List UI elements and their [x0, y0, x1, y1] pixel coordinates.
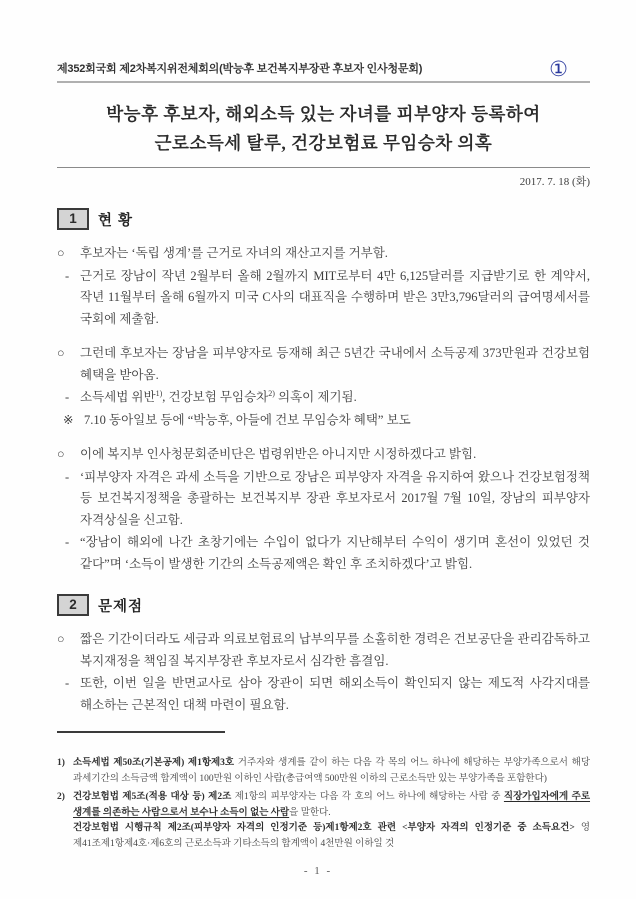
footnote-divider — [57, 731, 225, 733]
list-item — [57, 243, 590, 265]
footnote-fragment: 거주자와 생계를 같이 하는 다음 각 목의 어느 하나에 해당하는 부양가족으로서 해당 과세기간의 소득금액 합계액이 100만원 이하인 사람(총급여액 500만원 이하의 근로소득만 있는 부양가족을 포함한다) — [73, 758, 590, 784]
list-subitem — [65, 532, 590, 575]
section-2-header — [57, 594, 590, 616]
list-item — [57, 629, 590, 672]
reference-mark: ※ — [63, 412, 74, 427]
paragraph-text: 또한, 이번 일을 반면교사로 삼아 장관이 되면 해외소득이 확인되지 않는 제도적 사각지대를 해소하는 근본적인 대책 마련이 필요함. — [80, 676, 590, 712]
paragraph-text: 근거로 장남이 작년 2월부터 올해 2월까지 MIT로부터 4만 6,125달러를 지급받기로 한 계약서, 작년 11월부터 올해 6월까지 미국 C사의 대표직을 수행하며 받은 3만3,796달러의 급여명세서를 국회에 제출함. — [80, 268, 590, 326]
section-1-number-box: 1 — [57, 208, 89, 230]
paragraph-text: 후보자는 ‘독립 생계’를 근거로 자녀의 재산고지를 거부함. — [80, 246, 388, 260]
footnote-reference-2: 2) — [268, 389, 275, 398]
footnote-1-text — [73, 756, 590, 787]
circle-bullet-marker: ○ — [57, 346, 65, 360]
list-subitem — [65, 467, 590, 532]
section-1-header — [57, 208, 590, 230]
footnote-fragment: 제1항의 피부양자는 다음 각 호의 어느 하나에 해당하는 사람 중 — [231, 792, 504, 802]
footnote-1-marker: 1) — [57, 758, 65, 768]
paragraph-text: ‘피부양자 자격은 과세 소득을 기반으로 장남은 피부양자 자격을 유지하여 왔으나 건강보험정책 등 보건복지정책을 총괄하는 보건복지부 장관 후보자로서 2017월 7월 10일, 장남의 피부양자 자격상실을 신고함. — [80, 469, 590, 527]
footnotes-block — [57, 748, 590, 852]
list-subitem — [63, 410, 590, 432]
paragraph-fragment: , 건강보험 무임승차 — [162, 390, 269, 404]
title-line-1: 박능후 후보자, 해외소득 있는 자녀를 피부양자 등록하여 — [106, 104, 541, 124]
footnote-1 — [57, 756, 590, 787]
circled-page-mark: ① — [549, 57, 568, 81]
document-header — [57, 56, 590, 83]
bullet-group — [57, 444, 590, 575]
list-item — [57, 444, 590, 466]
document-date: 2017. 7. 18 (화) — [519, 176, 590, 188]
footnote-2-paragraph-2 — [73, 821, 590, 852]
statute-reference: 건강보험법 제5조(적용 대상 등) 제2조 — [73, 792, 232, 802]
statute-reference: 소득세법 제50조(기본공제) 제1항제3호 — [73, 758, 235, 768]
footnote-2-marker: 2) — [57, 792, 65, 802]
paragraph-fragment: 소득세법 위반 — [80, 390, 156, 404]
footnote-2-text — [73, 790, 590, 852]
paragraph-fragment: 의혹이 제기됨. — [274, 390, 357, 404]
bullet-group — [57, 629, 590, 716]
footnote-fragment: 영 제41조제1항제4호·제6호의 근로소득과 기타소득의 합계액이 4천만원 이하일 것 — [73, 823, 590, 849]
footnote-2 — [57, 790, 590, 852]
bullet-group — [57, 243, 590, 330]
dash-marker: - — [65, 390, 70, 404]
circle-bullet-marker: ○ — [57, 447, 65, 461]
list-subitem — [65, 387, 590, 409]
paragraph-text: 짧은 기간이더라도 세금과 의료보험료의 납부의무를 소홀히한 경력은 건보공단을 관리감독하고 복지재정을 책임질 복지부장관 후보자로서 심각한 흠결임. — [80, 632, 590, 668]
circle-bullet-marker: ○ — [57, 632, 65, 646]
paragraph-text: 7.10 동아일보 등에 “박능후, 아들에 건보 무임승차 혜택” 보도 — [84, 412, 411, 427]
dash-marker: - — [65, 676, 70, 690]
footnote-reference-1: 1) — [155, 389, 163, 398]
statute-reference: 건강보험법 시행규칙 제2조(피부양자 자격의 인정기준 등)제1항제2호 관련 <부양자 자격의 인정기준 중 소득요건> — [73, 823, 575, 833]
section-1-title: 현 황 — [98, 212, 134, 229]
dash-marker: - — [65, 469, 70, 484]
page-number: - 1 - — [303, 865, 333, 877]
bullet-group — [57, 343, 590, 431]
emphasized-clause: 직장가입자에게 주로 생계를 의존하는 사람으로서 보수나 소득이 없는 사람 — [73, 792, 591, 818]
dash-marker: - — [65, 268, 70, 283]
list-subitem — [65, 266, 590, 331]
footnote-2-paragraph-1 — [73, 790, 590, 821]
document-title — [57, 100, 590, 158]
paragraph-text — [80, 387, 590, 409]
list-item — [57, 343, 590, 386]
circle-bullet-marker: ○ — [57, 246, 65, 260]
section-2-title: 문제점 — [98, 598, 144, 615]
title-line-2: 근로소득세 탈루, 건강보험료 무임승차 의혹 — [154, 133, 493, 153]
paragraph-text: “장남이 해외에 나간 초창기에는 수입이 없다가 지난해부터 수익이 생기며 혼선이 있었던 것 같다”며 ‘소득이 발생한 기간의 소득공제액은 확인 후 조치하겠다’고 밝힘. — [80, 535, 590, 571]
list-subitem — [65, 673, 590, 716]
dash-marker: - — [65, 535, 70, 549]
title-divider — [57, 167, 590, 168]
footnote-fragment: 을 말한다. — [289, 807, 331, 818]
section-2-number-box: 2 — [57, 594, 89, 616]
paragraph-text: 그런데 후보자는 장남을 피부양자로 등재해 최근 5년간 국내에서 소득공제 373만원과 건강보험 혜택을 받아옴. — [80, 346, 590, 382]
paragraph-text: 이에 복지부 인사청문회준비단은 법령위반은 아니지만 시정하겠다고 밝힘. — [80, 447, 477, 461]
meeting-title: 제352회국회 제2차복지위전체회의(박능후 보건복지부장관 후보자 인사청문회) — [57, 63, 423, 75]
